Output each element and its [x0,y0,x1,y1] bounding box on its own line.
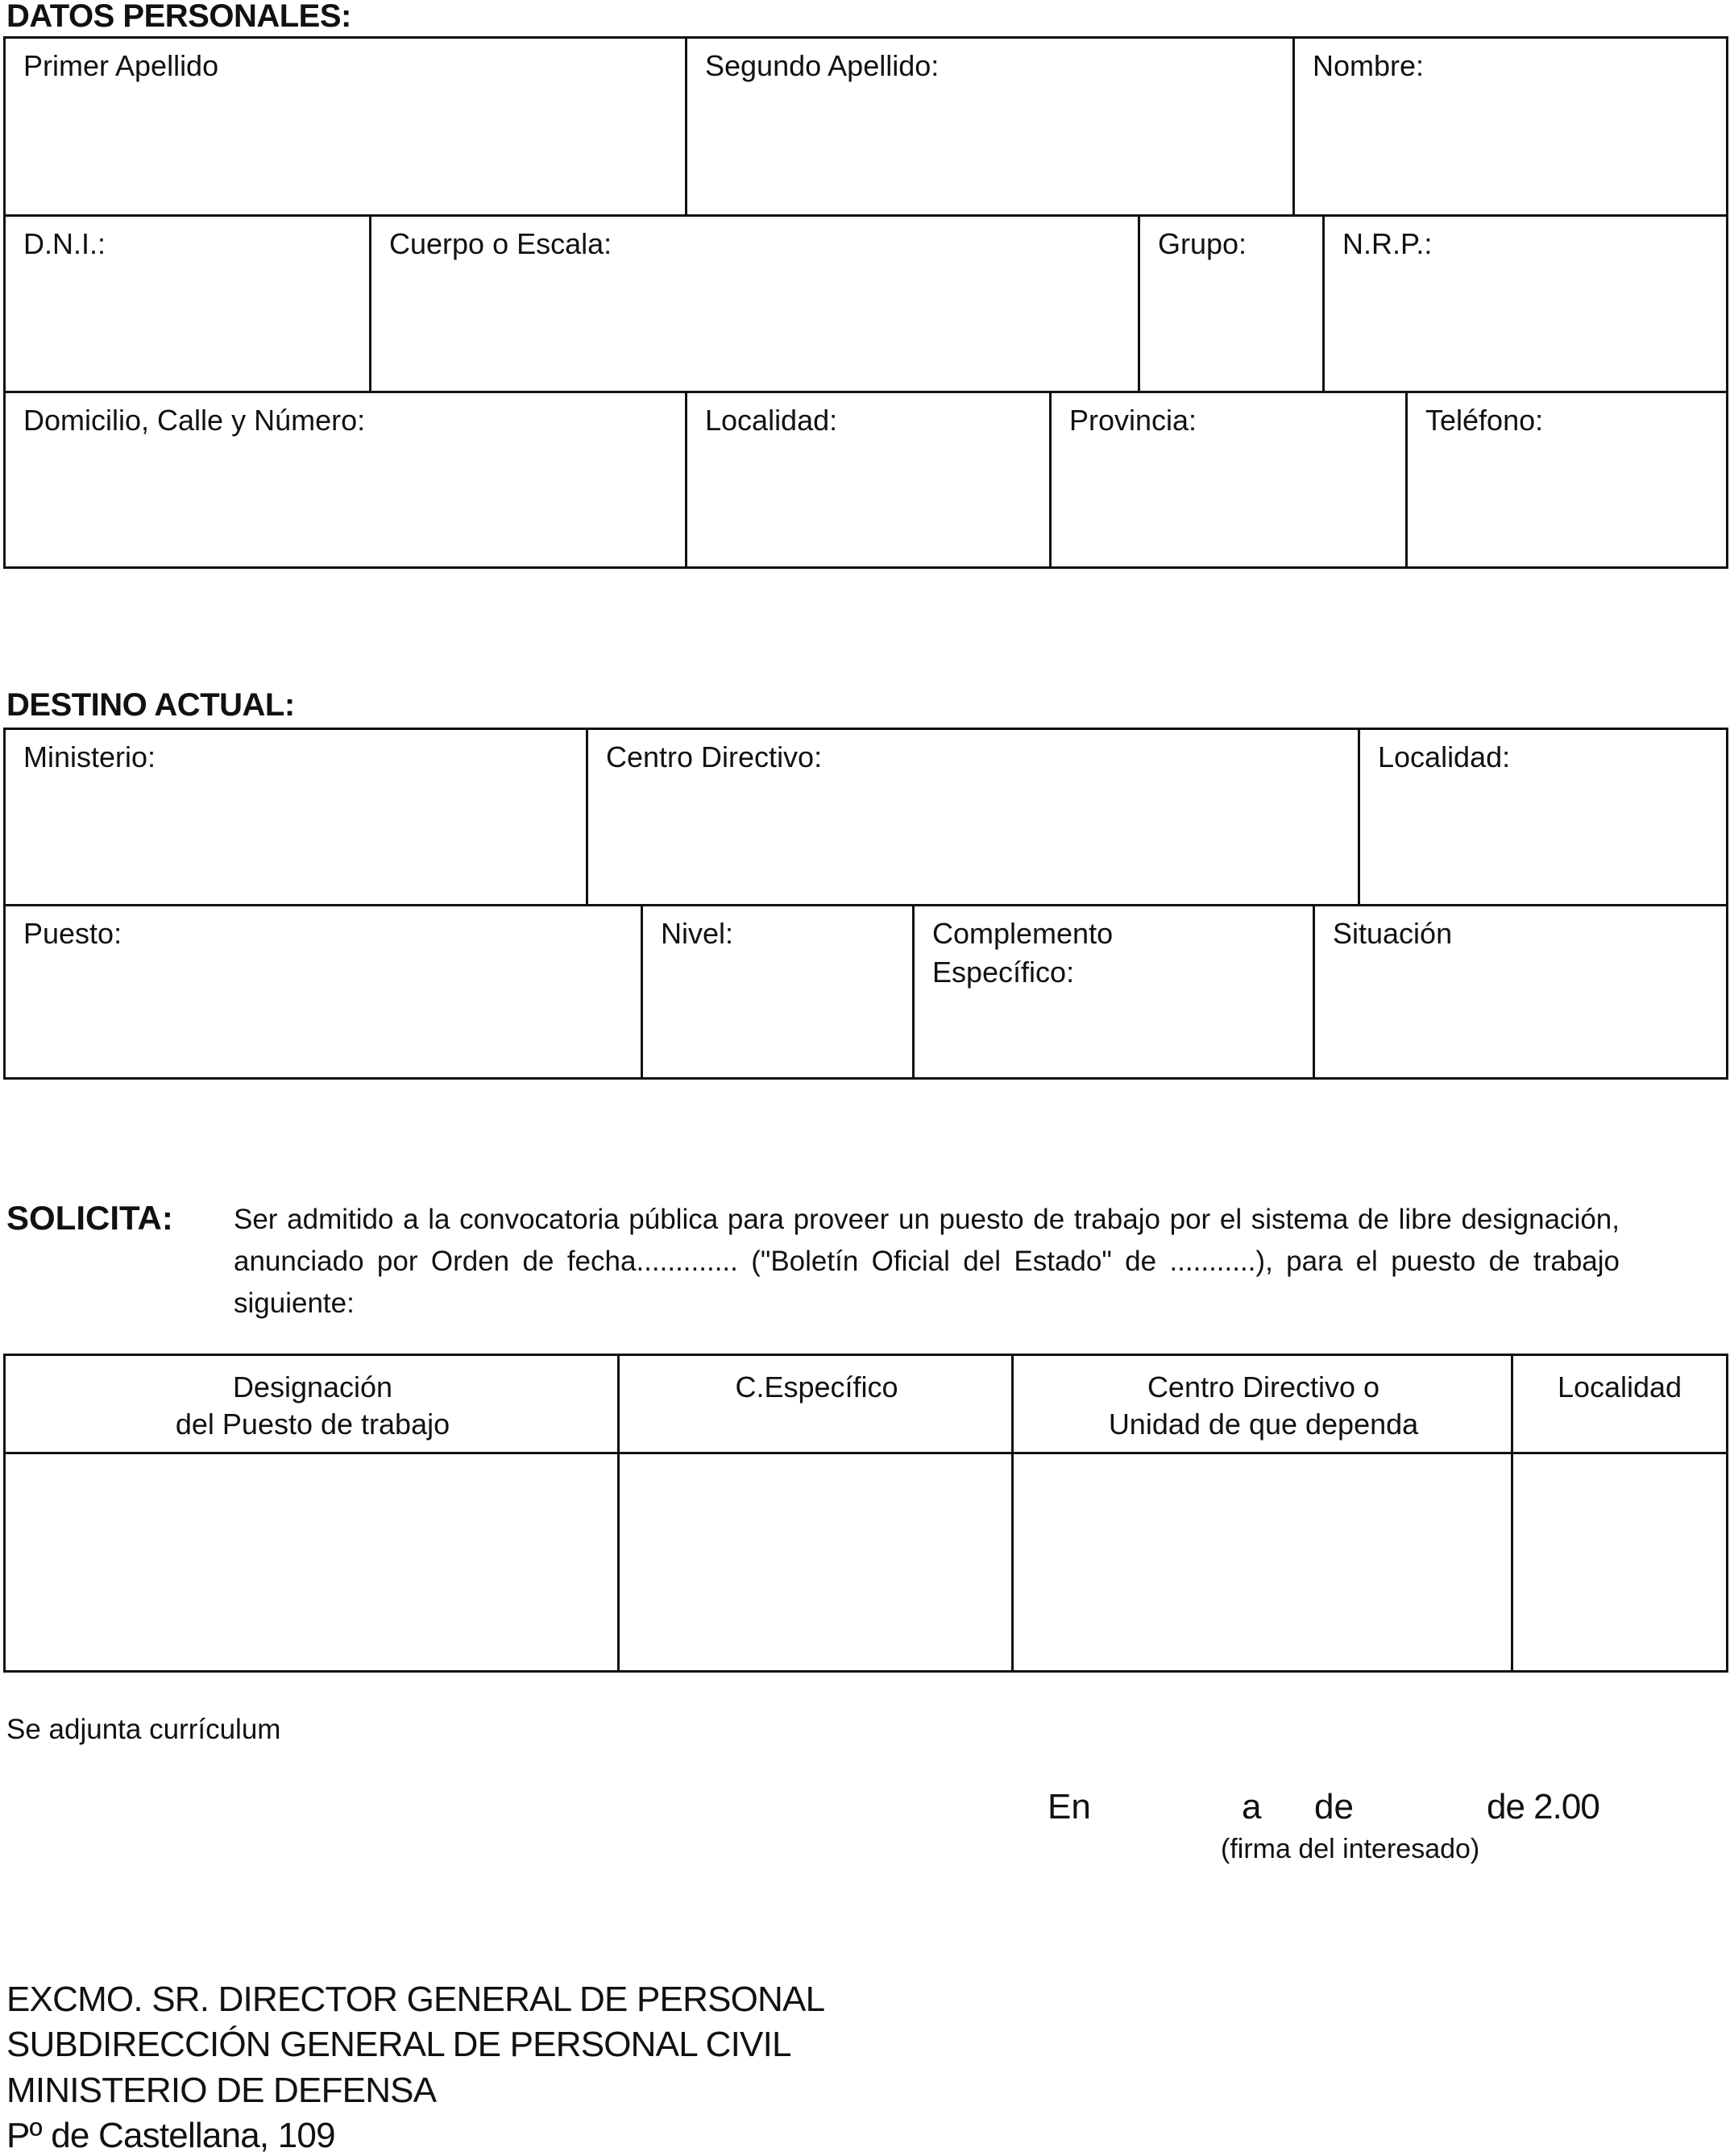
datos-row-3 [6,393,1726,569]
header-designacion [6,1356,620,1454]
puesto-header-row [6,1356,1726,1454]
complemento-especifico-field[interactable] [912,906,1315,1080]
address-line-4: Pº de Castellana, 109 [6,2116,335,2155]
nombre-field[interactable] [1292,39,1726,217]
nrp-field[interactable] [1322,217,1726,393]
adjunta-curriculum-text: Se adjunta currículum [6,1714,281,1745]
dni-field[interactable] [6,217,371,393]
complemento-label: Complemento [932,917,1114,950]
destino-actual-title: DESTINO ACTUAL: [6,687,295,723]
situacion-label: Situación [1333,917,1453,950]
puesto-solicitado-table [3,1354,1728,1673]
ministerio-label: Ministerio: [23,740,156,773]
destino-actual-table [3,728,1728,1080]
nivel-field[interactable] [641,906,915,1080]
header-centro-directivo [1011,1356,1513,1454]
header-c-especifico-line1: C.Específico [735,1370,898,1403]
domicilio-label: Domicilio, Calle y Número: [23,404,366,437]
dni-label: D.N.I.: [23,227,106,260]
provincia-field[interactable] [1049,393,1408,569]
provincia-label: Provincia: [1069,404,1197,437]
grupo-label: Grupo: [1158,227,1247,260]
destino-localidad-label: Localidad: [1378,740,1511,773]
firma-note: (firma del interesado) [1221,1834,1480,1864]
address-line-2: SUBDIRECCIÓN GENERAL DE PERSONAL CIVIL [6,2025,791,2064]
firma-en: En [1048,1787,1091,1826]
cuerpo-escala-label: Cuerpo o Escala: [389,227,612,260]
header-centro-line2: Unidad de que dependa [1108,1408,1419,1441]
grupo-field[interactable] [1138,217,1325,393]
header-localidad [1511,1356,1726,1454]
datos-row-1 [6,39,1726,217]
segundo-apellido-label: Segundo Apellido: [705,49,940,82]
destino-row-2 [6,906,1726,1080]
centro-directivo-input[interactable] [1011,1454,1513,1673]
solicita-text: Ser admitido a la convocatoria pública para proveer un puesto de trabajo por el sistema de libre designación, anunciado por Orden de fecha............. ("Boletín Oficial del Estado" de ...........), para el puesto de trabajo siguiente: [234,1204,1620,1319]
centro-directivo-field[interactable] [586,730,1360,906]
segundo-apellido-field[interactable] [685,39,1295,217]
datos-personales-title: DATOS PERSONALES: [6,0,351,34]
address-line-3: MINISTERIO DE DEFENSA [6,2071,437,2110]
datos-personales-table [3,36,1728,569]
header-designacion-line1: Designación [232,1370,393,1403]
ministerio-field[interactable] [6,730,588,906]
firma-a: a [1242,1787,1262,1826]
especifico-label: Específico: [932,956,1075,989]
destino-localidad-field[interactable] [1358,730,1726,906]
datos-row-2 [6,217,1726,393]
telefono-label: Teléfono: [1425,404,1544,437]
solicita-label: SOLICITA: [6,1199,173,1237]
c-especifico-input[interactable] [617,1454,1014,1673]
puesto-field[interactable] [6,906,643,1080]
puesto-label: Puesto: [23,917,122,950]
designacion-input[interactable] [6,1454,620,1673]
situacion-field[interactable] [1313,906,1726,1080]
header-c-especifico [617,1356,1014,1454]
localidad-label: Localidad: [705,404,838,437]
nombre-label: Nombre: [1313,49,1425,82]
header-localidad-line1: Localidad [1557,1370,1682,1403]
address-line-1: EXCMO. SR. DIRECTOR GENERAL DE PERSONAL [6,1980,825,2019]
puesto-body-row [6,1454,1726,1673]
telefono-field[interactable] [1405,393,1726,569]
firma-de: de [1314,1787,1354,1826]
destino-row-1 [6,730,1726,906]
primer-apellido-field[interactable] [6,39,687,217]
primer-apellido-label: Primer Apellido [23,49,219,82]
localidad-field[interactable] [685,393,1052,569]
nivel-label: Nivel: [661,917,734,950]
header-centro-line1: Centro Directivo o [1147,1370,1380,1403]
cuerpo-escala-field[interactable] [369,217,1140,393]
localidad-input[interactable] [1511,1454,1726,1673]
centro-directivo-label: Centro Directivo: [606,740,823,773]
header-designacion-line2: del Puesto de trabajo [175,1408,450,1441]
firma-de-year: de 2.00 [1487,1787,1599,1826]
nrp-label: N.R.P.: [1342,227,1433,260]
domicilio-field[interactable] [6,393,687,569]
